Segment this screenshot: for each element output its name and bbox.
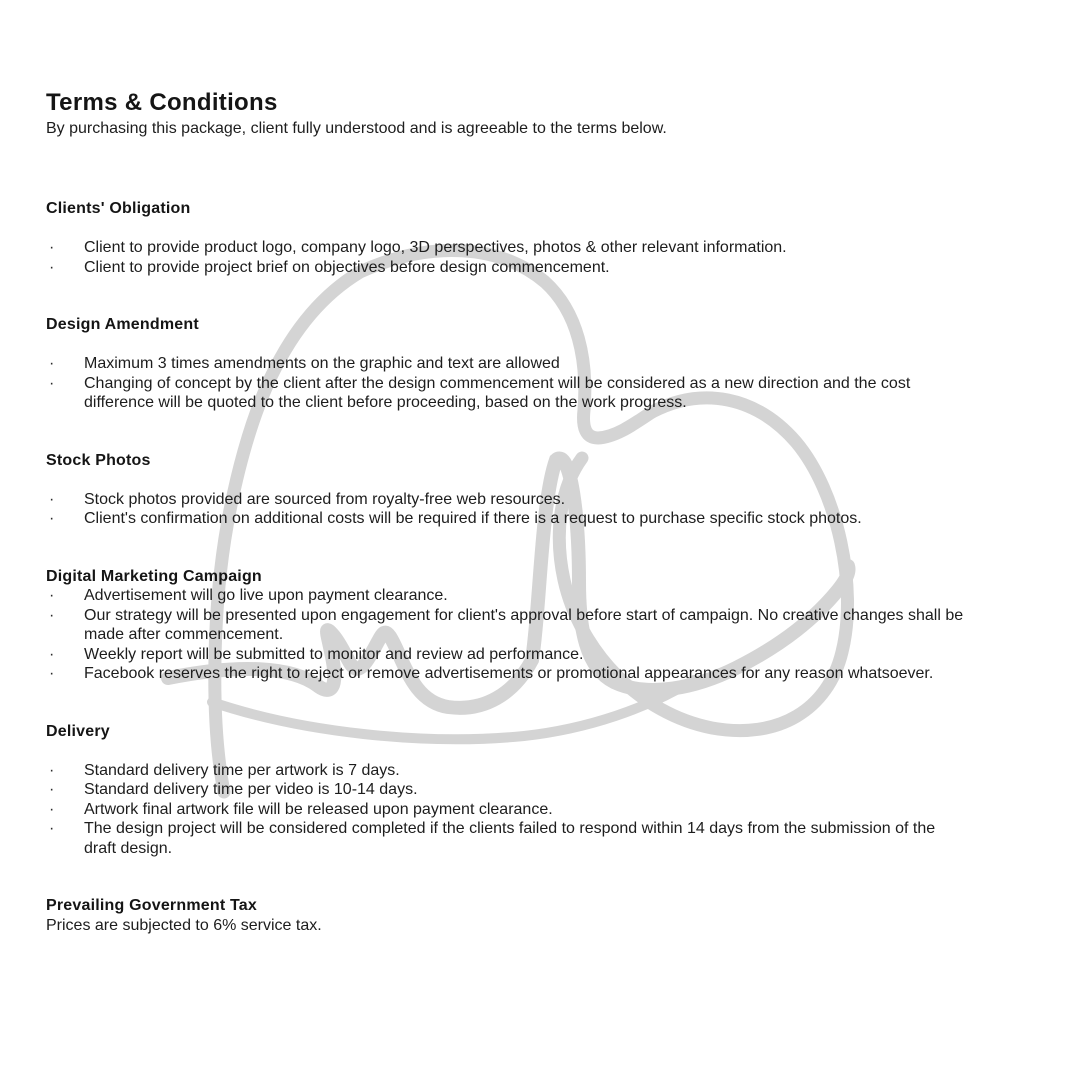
bullet-dot: · [49,355,55,372]
section-heading: Prevailing Government Tax [46,897,257,914]
bullet-dot: · [49,781,55,798]
bullet-list [46,490,966,529]
bullet-dot: · [49,761,55,779]
bullet-item [46,374,966,413]
bullet-dot: · [49,820,55,837]
bullet-item [46,664,966,684]
bullet-item [46,238,966,258]
bullet-dot: · [49,665,55,682]
bullet-item [46,258,966,278]
bullet-item [46,490,966,510]
bullet-text: Client to provide project brief on objectives before design commencement. [84,258,610,276]
terms-section [46,896,966,935]
section-text: Prices are subjected to 6% service tax. [46,916,322,934]
terms-section [46,315,966,413]
bullet-text: Weekly report will be submitted to monitor and review ad performance. [84,645,584,663]
bullet-list [46,761,966,859]
bullet-list [46,354,966,413]
bullet-dot: · [49,239,55,256]
terms-section [46,722,966,859]
bullet-dot: · [49,258,55,276]
bullet-text: Advertisement will go live upon payment clearance. [84,587,448,604]
intro-text: By purchasing this package, client fully understood and is agreeable to the terms below. [46,120,667,137]
bullet-dot: · [49,490,55,508]
bullet-item [46,780,966,800]
bullet-text: Maximum 3 times amendments on the graphic and text are allowed [84,355,560,372]
bullet-dot: · [49,645,55,663]
bullet-text: Client's confirmation on additional costs will be required if there is a request to purchase specific stock photos. [84,510,862,527]
bullet-dot: · [49,510,55,527]
bullet-text: Stock photos provided are sourced from royalty-free web resources. [84,490,566,508]
bullet-text: The design project will be considered completed if the clients failed to respond within 14 days from the submission of the draft design. [84,820,936,857]
bullet-list [46,586,966,684]
bullet-item [46,645,966,665]
section-heading: Delivery [46,722,110,740]
section-heading: Stock Photos [46,451,151,469]
terms-section [46,567,966,684]
section-heading: Clients' Obligation [46,200,191,217]
bullet-item [46,586,966,606]
terms-section [46,451,966,529]
bullet-text: Facebook reserves the right to reject or remove advertisements or promotional appearances for any reason whatsoever. [84,665,934,682]
bullet-text: Standard delivery time per video is 10-14 days. [84,781,418,798]
terms-section [46,199,966,277]
bullet-text: Changing of concept by the client after the design commencement will be considered as a new direction and the cost difference will be quoted to the client before proceeding, based on the work progress. [84,374,911,411]
bullet-item [46,509,966,529]
bullet-item [46,354,966,374]
bullet-item [46,761,966,781]
bullet-item [46,606,966,645]
page-title: Terms & Conditions [46,89,278,116]
sections [46,199,966,935]
bullet-text: Standard delivery time per artwork is 7 days. [84,761,400,779]
bullet-dot: · [49,606,55,624]
section-heading: Design Amendment [46,316,199,333]
terms-document [46,90,966,935]
bullet-text: Artwork final artwork file will be released upon payment clearance. [84,800,553,818]
bullet-text: Client to provide product logo, company logo, 3D perspectives, photos & other relevant information. [84,239,787,256]
bullet-text: Our strategy will be presented upon engagement for client's approval before start of campaign. No creative changes shall be made after commencement. [84,606,964,643]
bullet-list [46,238,966,277]
bullet-dot: · [49,800,55,818]
section-heading: Digital Marketing Campaign [46,567,262,585]
bullet-dot: · [49,374,55,392]
bullet-item [46,819,966,858]
bullet-item [46,800,966,820]
bullet-dot: · [49,587,55,604]
